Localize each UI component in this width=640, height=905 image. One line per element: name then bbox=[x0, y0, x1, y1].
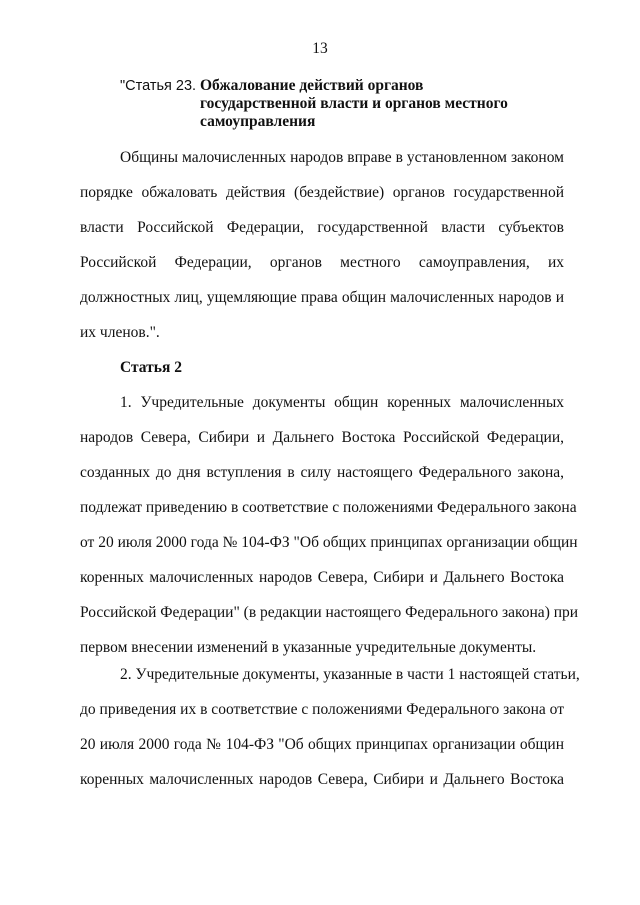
page-number: 13 bbox=[312, 40, 328, 57]
text-line: первом внесении изменений в указанные учредительные документы. bbox=[80, 639, 537, 656]
text-line: порядке обжаловать действия (бездействие) органов государственной bbox=[80, 184, 564, 201]
text-line: созданных до дня вступления в силу настоящего Федерального закона, bbox=[80, 464, 564, 481]
text-line: Российской Федерации" (в редакции настоящего Федерального закона) при bbox=[80, 604, 579, 621]
text-line: коренных малочисленных народов Севера, Сибири и Дальнего Востока bbox=[80, 569, 564, 586]
article-title-line: государственной власти и органов местного bbox=[200, 95, 508, 112]
paragraph-article-2-part-2 bbox=[80, 657, 580, 797]
text-line: подлежат приведению в соответствие с положениями Федерального закона bbox=[80, 499, 577, 516]
article-number: "Статья 23. bbox=[120, 78, 197, 94]
article-title-line: самоуправления bbox=[200, 113, 316, 130]
text-line: 2. Учредительные документы, указанные в части 1 настоящей статьи, bbox=[120, 666, 580, 683]
text-line: их членов.". bbox=[80, 324, 160, 341]
article-2-heading: Статья 2 bbox=[120, 359, 182, 376]
text-line: от 20 июля 2000 года № 104-ФЗ "Об общих принципах организации общин bbox=[80, 534, 578, 551]
paragraph-article-2-part-1 bbox=[80, 385, 579, 665]
paragraph-article-23 bbox=[80, 140, 564, 350]
article-title bbox=[200, 77, 560, 131]
text-line: 1. Учредительные документы общин коренных малочисленных bbox=[120, 394, 564, 411]
text-line: до приведения их в соответствие с положениями Федерального закона от bbox=[80, 701, 564, 718]
text-line: Российской Федерации, органов местного самоуправления, их bbox=[80, 254, 564, 271]
text-line: 20 июля 2000 года № 104-ФЗ "Об общих принципах организации общин bbox=[80, 736, 564, 753]
text-line: народов Севера, Сибири и Дальнего Востока Российской Федерации, bbox=[80, 429, 564, 446]
text-line: должностных лиц, ущемляющие права общин малочисленных народов и bbox=[80, 289, 564, 306]
text-line: коренных малочисленных народов Севера, Сибири и Дальнего Востока bbox=[80, 771, 564, 788]
article-title-line: Обжалование действий органов bbox=[200, 77, 424, 94]
text-line: власти Российской Федерации, государственной власти субъектов bbox=[80, 219, 564, 236]
text-line: Общины малочисленных народов вправе в установленном законом bbox=[120, 149, 564, 166]
